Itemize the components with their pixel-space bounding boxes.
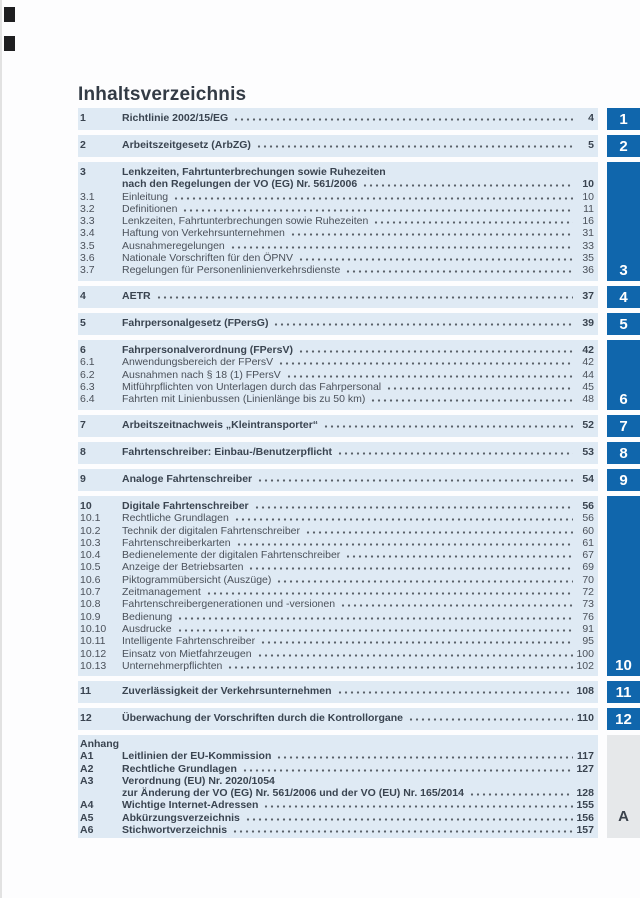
toc-entry-number: 9 [80,473,86,485]
toc-entry-title: Ausnahmen nach § 18 (1) FPersV [122,368,281,381]
toc-entry-page: 56 [582,512,594,525]
toc-entry-title: Unternehmerpflichten [122,659,223,672]
toc-entry-page: 42 [582,356,594,369]
toc-entry-page: 128 [576,787,594,800]
toc-entry-number: 6.2 [80,368,95,381]
toc-entry-title: Fahrtenschreibergenerationen und -versionen [122,598,336,611]
toc-entry-title: Rechtliche Grundlagen [122,762,237,775]
toc-entry-page: 95 [582,635,594,648]
chapter-tab-11 [607,681,640,703]
toc-entry-title: Intelligente Fahrtenschreiber [122,635,256,648]
toc-entry-page: 37 [582,290,594,302]
toc-entry-title: Anwendungsbereich der FPersV [122,356,274,369]
chapter-tab-label: 9 [619,472,628,489]
toc-entry-title: Fahrten mit Linienbussen (Linienlänge bis zu 50 km) [122,393,366,406]
toc-entry-number: A2 [80,762,94,775]
chapter-tab-label: 4 [619,289,628,306]
toc-entry-title: zur Änderung der VO (EG) Nr. 561/2006 und der VO (EU) Nr. 165/2014 [122,787,464,800]
toc-entry-title: Digitale Fahrtenschreiber [122,500,249,512]
toc-entry-title: Ausdrucke [122,622,172,635]
toc-entry-page: 102 [576,659,594,672]
toc-entry-title: Ausnahmeregelungen [122,239,225,252]
chapter-tab-label: 3 [619,262,628,279]
toc-entry-title: Rechtliche Grundlagen [122,512,229,525]
toc-entry-page: 33 [582,239,594,252]
toc-entry-title: Bedienelemente der digitalen Fahrtenschreiber [122,549,341,562]
chapter-tab-4 [607,286,640,308]
chapter-tab-12 [607,708,640,730]
toc-entry-number: 3.4 [80,227,95,240]
toc-entry-number: 10.1 [80,512,101,525]
toc-entry-title: Stichwortverzeichnis [122,824,228,837]
toc-entry-number: 10.13 [80,659,107,672]
toc-entry-title: Definitionen [122,202,178,215]
chapter-tab-label: 10 [615,657,632,674]
toc-entry-page: 54 [582,473,594,485]
toc-entry-page: 42 [582,344,594,356]
page-title: Inhaltsverzeichnis [78,84,247,105]
toc-entry-number: 10 [80,500,92,512]
toc-entry-number: 3.2 [80,202,95,215]
chapter-tab-5 [607,313,640,335]
toc-entry-title: Analoge Fahrtenschreiber [122,473,253,485]
chapter-tab-label: 8 [619,445,628,462]
toc-entry-page: 48 [582,393,594,406]
toc-entry-page: 5 [588,139,594,151]
toc-entry-number: 4 [80,290,86,302]
chapter-tab-label: 12 [615,711,632,728]
chapter-tab-label: 5 [619,316,628,333]
toc-entry-page: 4 [588,112,594,124]
toc-entry-number: A6 [80,824,94,837]
toc-entry-page: 73 [582,598,594,611]
chapter-tab-label: 6 [619,391,628,408]
toc-entry-title: Überwachung der Vorschriften durch die Kontrollorgane [122,712,404,724]
toc-entry-page: 36 [582,264,594,277]
toc-entry-number: 6 [80,344,86,356]
chapter-tab-6 [607,340,640,410]
toc-entry-number: 10.3 [80,536,101,549]
toc-entry-page: 155 [576,799,594,812]
toc-entry-title: Haftung von Verkehrsunternehmen [122,227,285,240]
toc-entry-number: 10.11 [80,635,106,648]
toc-entry-page: 35 [582,252,594,265]
toc-entry-page: 156 [576,811,594,824]
toc-entry-page: 100 [576,647,594,660]
toc-entry-number: 5 [80,317,86,329]
toc-entry-page: 10 [582,178,594,191]
toc-entry-page: 127 [576,762,594,775]
chapter-tab-10 [607,496,640,676]
toc-entry-number: 10.8 [80,598,101,611]
toc-entry-number: A1 [80,750,94,763]
chapter-tab-label: A [618,808,629,825]
toc-entry-title: Richtlinie 2002/15/EG [122,112,229,124]
chapter-tab-label: 7 [619,418,628,435]
chapter-tab-A [607,735,640,838]
chapter-tab-1 [607,108,640,130]
toc-entry-number: A3 [80,774,94,787]
chapter-tab-8 [607,442,640,464]
toc-entry-number: 6.4 [80,393,95,406]
toc-entry-page: 44 [582,368,594,381]
toc-entry-number: 10.10 [80,622,107,635]
toc-entry-title: Leitlinien der EU-Kommission [122,750,272,763]
toc-entry-number: 10.12 [80,647,107,660]
toc-entry-number: 2 [80,139,86,151]
toc-entry-title: Piktogrammübersicht (Auszüge) [122,573,272,586]
chapter-tab-2 [607,135,640,157]
toc-entry-page: 70 [582,573,594,586]
toc-entry-number: 12 [80,712,92,724]
toc-entry-number: 10.6 [80,573,101,586]
toc-entry-number: 3.1 [80,190,95,203]
toc-entry-page: 157 [576,824,594,837]
toc-entry-number: A4 [80,799,94,812]
toc-entry-title: Nationale Vorschriften für den ÖPNV [122,252,294,265]
toc-entry-page: 45 [582,380,594,393]
toc-entry-title: Zuverlässigkeit der Verkehrsunternehmen [122,685,332,697]
toc-entry-page: 16 [582,215,594,228]
toc-entry-number: A5 [80,811,94,824]
toc-entry-title: Arbeitszeitgesetz (ArbZG) [122,139,251,151]
chapter-tab-7 [607,415,640,437]
chapter-tab-label: 11 [615,684,632,701]
toc-entry-title: Fahrtenschreiber: Einbau-/Benutzerpflicht [122,446,333,458]
toc-entry-page: 117 [577,750,594,763]
toc-entry-title: Einleitung [122,190,169,203]
toc-entry-number: 11 [80,685,92,697]
toc-entry-page: 72 [582,586,594,599]
toc-entry-page: 61 [582,536,594,549]
toc-entry-page: 67 [582,549,594,562]
toc-entry-title: Zeitmanagement [122,586,201,599]
toc-entry-title: Fahrpersonalgesetz (FPersG) [122,317,269,329]
toc-entry-number: 6.1 [80,356,95,369]
toc-entry-number: 10.4 [80,549,101,562]
toc-entry-title: nach den Regelungen der VO (EG) Nr. 561/2006 [122,178,358,191]
toc-entry-page: 52 [582,419,594,431]
toc-entry-title: Fahrpersonalverordnung (FPersV) [122,344,293,356]
toc-entry-number: 7 [80,419,86,431]
toc-entry-number: 10.5 [80,561,101,574]
toc-entry-page: 39 [582,317,594,329]
toc-entry-title: Lenkzeiten, Fahrtunterbrechungen sowie Ruhezeiten [122,166,386,178]
toc-entry-title: Fahrtenschreiberkarten [122,536,231,549]
toc-entry-title: Lenkzeiten, Fahrtunterbrechungen sowie Ruhezeiten [122,215,369,228]
toc-entry-page: 69 [582,561,594,574]
toc-entry-title: Mitführpflichten von Unterlagen durch das Fahrpersonal [122,380,382,393]
toc-entry-number: 3.6 [80,252,95,265]
toc-entry-number: 10.9 [80,610,101,623]
toc-entry-title: Technik der digitalen Fahrtenschreiber [122,524,301,537]
toc-entry-title: Regelungen für Personenlinienverkehrsdienste [122,264,341,277]
toc-entry-page: 91 [582,622,594,635]
toc-entry-number: 3.5 [80,239,95,252]
chapter-tab-label: 1 [619,111,628,128]
toc-entry-number: 10.7 [80,586,101,599]
toc-entry-title: Anzeige der Betriebsarten [122,561,244,574]
toc-entry-title: Wichtige Internet-Adressen [122,799,259,812]
toc-entry-number: 8 [80,446,86,458]
toc-entry-title: AETR [122,290,151,302]
chapter-tab-label: 2 [619,138,628,155]
toc-entry-page: 108 [576,685,594,697]
toc-entry-page: 11 [583,202,594,215]
toc-entry-number: 3.3 [80,215,95,228]
toc-entry-page: 53 [582,446,594,458]
toc-entry-title: Arbeitszeitnachweis „Kleintransporter“ [122,419,319,431]
toc-entry-title: Einsatz von Mietfahrzeugen [122,647,252,660]
toc-entry-number: 10.2 [80,524,101,537]
toc-entry-page: 76 [582,610,594,623]
toc-entry-page: 110 [577,712,594,724]
toc-entry-number: 1 [80,112,86,124]
toc-entry-number: 3 [80,166,86,178]
chapter-tab-3 [607,162,640,281]
toc-entry-page: 31 [582,227,594,240]
toc-entry-page: 60 [582,524,594,537]
chapter-tab-9 [607,469,640,491]
toc-entry-number: Anhang [80,738,120,750]
toc-entry-page: 10 [582,190,594,203]
toc-entry-title: Abkürzungsverzeichnis [122,811,240,824]
toc-entry-title: Bedienung [122,610,173,623]
toc-entry-title: Verordnung (EU) Nr. 2020/1054 [122,774,275,787]
toc-entry-page: 56 [582,500,594,512]
toc-entry-number: 3.7 [80,264,95,277]
toc-entry-number: 6.3 [80,380,95,393]
